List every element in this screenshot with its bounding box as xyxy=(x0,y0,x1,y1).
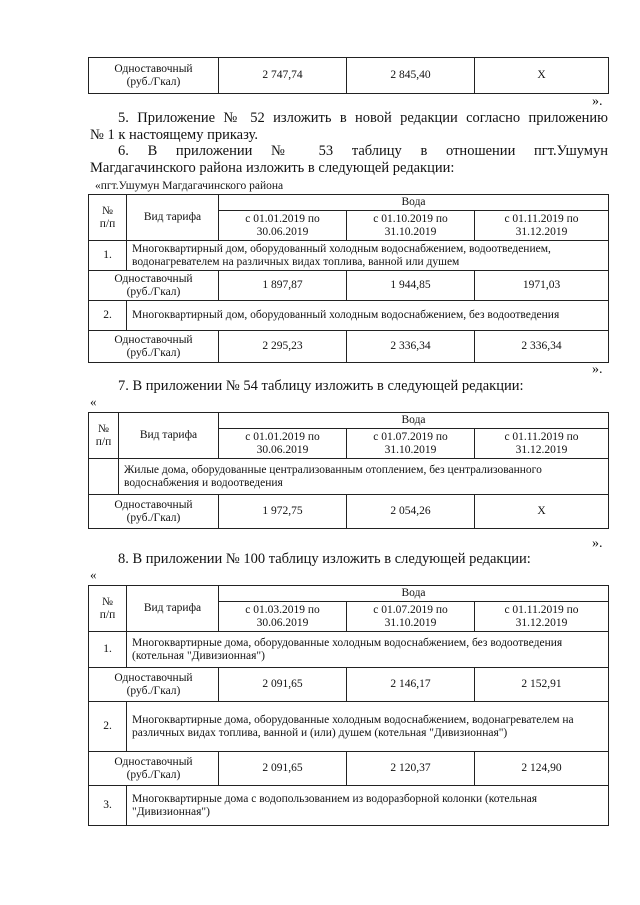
tariff-value: Х xyxy=(475,495,609,529)
paragraph-6-line-1: 6. В приложении № 53 таблицу в отношении пгт.Ушумун xyxy=(118,143,608,159)
paragraph-8: 8. В приложении № 100 таблицу изложить в следующей редакции: xyxy=(118,551,531,567)
period-header: с 01.03.2019 по 30.06.2019 xyxy=(219,602,347,632)
closing-quote: ». xyxy=(592,536,603,551)
paragraph-5-line-2: № 1 к настоящему приказу. xyxy=(90,127,258,143)
period-header: с 01.11.2019 по 31.12.2019 xyxy=(475,211,609,241)
num-header: № п/п xyxy=(89,413,119,459)
tariff-value: 2 124,90 xyxy=(475,752,609,786)
tariff-header: Вид тарифа xyxy=(127,195,219,241)
period-header: с 01.07.2019 по 31.10.2019 xyxy=(347,429,475,459)
table-54 xyxy=(88,412,609,529)
tariff-value: 1971,03 xyxy=(475,271,609,301)
tariff-header: Вид тарифа xyxy=(127,586,219,632)
period-header: с 01.01.2019 по 30.06.2019 xyxy=(219,429,347,459)
section-number: 1. xyxy=(89,241,127,271)
period-header: с 01.07.2019 по 31.10.2019 xyxy=(347,602,475,632)
group-header: Вода xyxy=(219,413,609,429)
tariff-value: 2 295,23 xyxy=(219,331,347,363)
tariff-value: 2 091,65 xyxy=(219,668,347,702)
closing-quote: ». xyxy=(592,362,603,377)
opening-quote: « xyxy=(90,567,97,582)
tariff-value: 2 747,74 xyxy=(219,58,347,94)
section-number: 2. xyxy=(89,702,127,752)
paragraph-6-line-2: Магдагачинского района изложить в следующей редакции: xyxy=(90,160,455,176)
tariff-value: 1 944,85 xyxy=(347,271,475,301)
tariff-header: Вид тарифа xyxy=(119,413,219,459)
tariff-label: Одноставочный (руб./Гкал) xyxy=(89,271,219,301)
tariff-value: 2 152,91 xyxy=(475,668,609,702)
tariff-value: 2 336,34 xyxy=(347,331,475,363)
closing-quote: ». xyxy=(592,94,603,109)
tariff-label: Одноставочный (руб./Гкал) xyxy=(89,495,219,529)
section-description: Многоквартирные дома, оборудованные холодным водоснабжением, без водоотведения (котельная "Дивизионная") xyxy=(127,632,609,668)
section-number: 3. xyxy=(89,786,127,826)
opening-quote: « xyxy=(90,394,97,409)
table-53 xyxy=(88,194,609,363)
period-header: с 01.01.2019 по 30.06.2019 xyxy=(219,211,347,241)
section-description: Многоквартирные дома с водопользованием из водоразборной колонки (котельная "Дивизионная") xyxy=(127,786,609,826)
section-number: 1. xyxy=(89,632,127,668)
tariff-label: Одноставочный (руб./Гкал) xyxy=(89,331,219,363)
num-header: № п/п xyxy=(89,586,127,632)
section-number: 2. xyxy=(89,301,127,331)
section-description: Многоквартирные дома, оборудованные холодным водоснабжением, водонагревателем на различных видах топлива, ванной и (или) душем (котельная "Дивизионная") xyxy=(127,702,609,752)
period-header: с 01.11.2019 по 31.12.2019 xyxy=(475,602,609,632)
tariff-value: 1 897,87 xyxy=(219,271,347,301)
period-header: с 01.11.2019 по 31.12.2019 xyxy=(475,429,609,459)
section-number xyxy=(89,459,119,495)
tariff-label: Одноставочный (руб./Гкал) xyxy=(89,752,219,786)
section-description: Жилые дома, оборудованные централизованным отоплением, без централизованного водоснабжения и водоотведения xyxy=(119,459,609,495)
tariff-value: 2 054,26 xyxy=(347,495,475,529)
table-100 xyxy=(88,585,609,826)
section-description: Многоквартирный дом, оборудованный холодным водоснабжением, водоотведением, водонагревателем на различных видах топлива, ванной или душем xyxy=(127,241,609,271)
paragraph-5-line-1: 5. Приложение № 52 изложить в новой редакции согласно приложению xyxy=(118,110,608,126)
tariff-label: Одноставочный (руб./Гкал) xyxy=(89,58,219,94)
tariff-value: Х xyxy=(475,58,609,94)
period-header: с 01.10.2019 по 31.10.2019 xyxy=(347,211,475,241)
tariff-value: 1 972,75 xyxy=(219,495,347,529)
top-table xyxy=(88,57,609,94)
num-header: № п/п xyxy=(89,195,127,241)
tariff-value: 2 336,34 xyxy=(475,331,609,363)
tariff-value: 2 120,37 xyxy=(347,752,475,786)
table-53-caption: «пгт.Ушумун Магдагачинского района xyxy=(95,180,284,192)
group-header: Вода xyxy=(219,195,609,211)
tariff-value: 2 146,17 xyxy=(347,668,475,702)
group-header: Вода xyxy=(219,586,609,602)
paragraph-7: 7. В приложении № 54 таблицу изложить в следующей редакции: xyxy=(118,378,524,394)
tariff-value: 2 845,40 xyxy=(347,58,475,94)
tariff-label: Одноставочный (руб./Гкал) xyxy=(89,668,219,702)
section-description: Многоквартирный дом, оборудованный холодным водоснабжением, без водоотведения xyxy=(127,301,609,331)
tariff-value: 2 091,65 xyxy=(219,752,347,786)
